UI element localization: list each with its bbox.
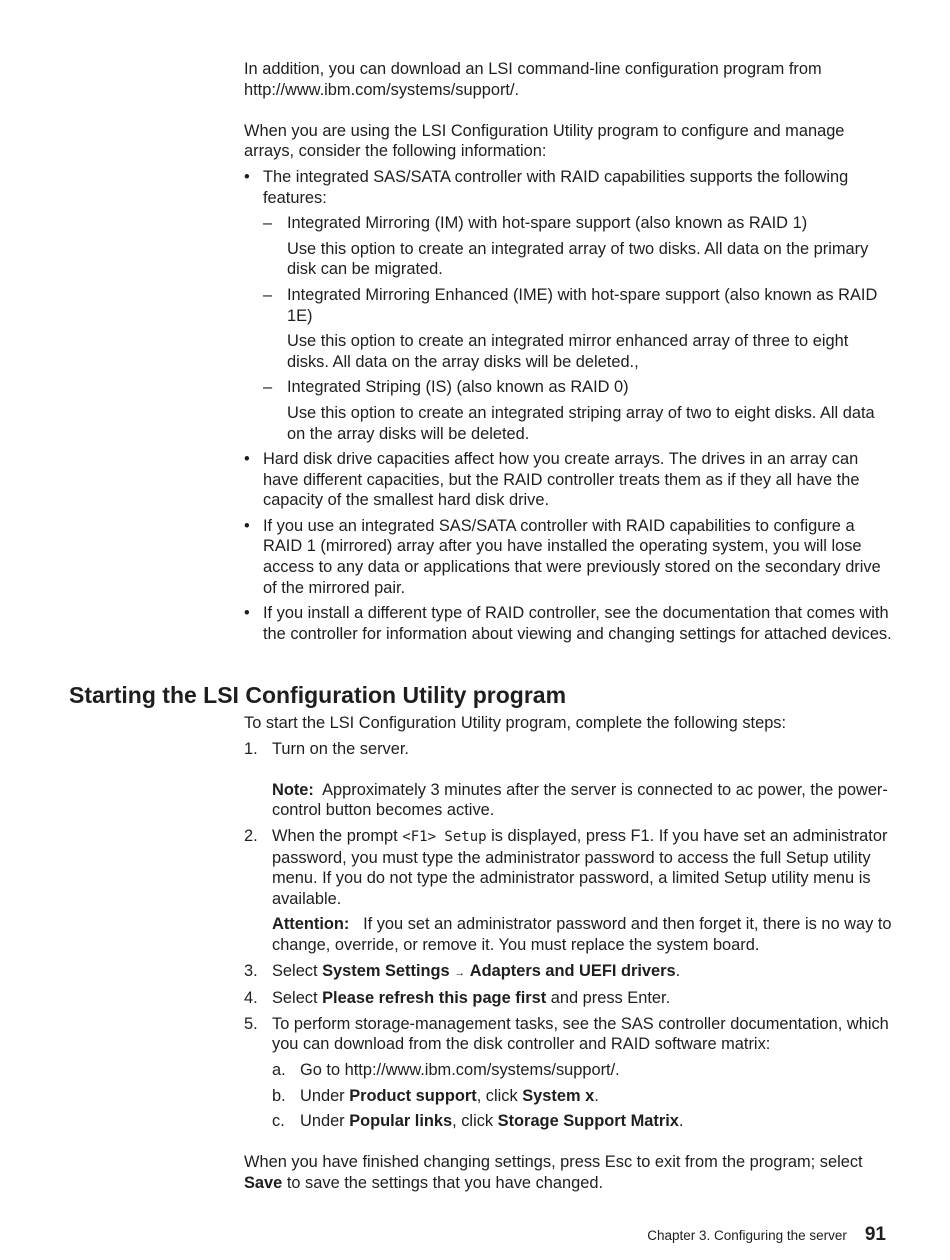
intro-paragraph-1: In addition, you can download an LSI command-line configuration program from http://www.ibm.com/systems/support/. (244, 60, 822, 99)
step-number: 1. (244, 739, 258, 758)
setup-prompt-code: <F1> Setup (402, 828, 487, 845)
bullet-text: Hard disk drive capacities affect how you create arrays. The drives in an array can have different capacities, but the RAID controller treats them as if they all have the capacity of the smallest hard disk drive. (263, 450, 860, 510)
save-label: Save (244, 1173, 283, 1192)
step-text-post: . (675, 961, 681, 980)
step-5 (244, 1014, 894, 1055)
dash-desc-im: Use this option to create an integrated array of two disks. All data on the primary disk can be migrated. (287, 239, 869, 279)
substep-text-pre: Under (300, 1112, 350, 1131)
arrow-icon: → (454, 966, 466, 979)
intro-block (244, 59, 894, 644)
step-2 (244, 826, 894, 909)
bullet-mark: • (244, 167, 250, 186)
link-product-support: Product support (349, 1086, 477, 1105)
substep-c (244, 1111, 894, 1132)
substep-text-pre: Under (300, 1086, 350, 1105)
dash-item-im (244, 213, 894, 234)
substep-text-post: . (678, 1112, 684, 1131)
dash-desc-is: Use this option to create an integrated striping array of two to eight disks. All data on the array disks will be deleted. (287, 403, 875, 443)
note-text: Approximately 3 minutes after the server is connected to ac power, the power-control button becomes active. (272, 780, 888, 820)
steps-block (244, 713, 894, 1193)
bullet-text: If you install a different type of RAID controller, see the documentation that comes with the controller for information about viewing and changing settings for attached devices. (263, 604, 892, 643)
step-text-pre: When the prompt (272, 826, 403, 845)
link-storage-support-matrix: Storage Support Matrix (497, 1112, 679, 1131)
intro-paragraph-2: When you are using the LSI Configuration Utility program to configure and manage arrays, consider the following information: (244, 121, 845, 161)
section-lead: To start the LSI Configuration Utility program, complete the following steps: (244, 714, 787, 732)
substep-text: Go to http://www.ibm.com/systems/support/. (300, 1060, 620, 1079)
substep-a (244, 1060, 894, 1081)
substep-letter: c. (272, 1112, 285, 1131)
step-4 (244, 988, 894, 1009)
closing-paragraph (244, 1152, 894, 1193)
substep-text-mid: , click (452, 1112, 498, 1131)
step-1 (244, 739, 894, 760)
dash-item-ime (244, 285, 894, 326)
step-text: To perform storage-management tasks, see the SAS controller documentation, which you can download from the disk controller and RAID software matrix: (272, 1014, 889, 1054)
bullet-item-other-controller (244, 603, 894, 644)
menu-path-adapters: Adapters and UEFI drivers (469, 961, 676, 980)
closing-text-pre: When you have finished changing settings, press Esc to exit from the program; select (244, 1153, 863, 1172)
substep-text-mid: , click (476, 1086, 523, 1105)
step-number: 4. (244, 989, 258, 1008)
dash-mark: – (263, 378, 273, 397)
page-number: 91 (864, 1224, 886, 1245)
bullet-text: The integrated SAS/SATA controller with RAID capabilities supports the following features: (263, 167, 849, 207)
substep-letter: a. (272, 1060, 286, 1079)
footer-chapter: Chapter 3. Configuring the server (647, 1228, 847, 1243)
link-popular-links: Popular links (349, 1112, 453, 1131)
section-heading: Starting the LSI Configuration Utility program (69, 682, 567, 708)
step-3 (244, 961, 894, 984)
bullet-mark: • (244, 450, 250, 469)
step-text-post: is displayed, press F1. If you have set an administrator password, you must type the administrator password to access the full Setup utility menu. If you do not type the administrator password, a limited Setup utility menu is available. (272, 826, 888, 908)
substep-text-post: . (594, 1086, 599, 1105)
dash-desc-ime: Use this option to create an integrated mirror enhanced array of three to eight disks. All data on the array disks will be deleted., (287, 332, 849, 371)
bullet-text: If you use an integrated SAS/SATA controller with RAID capabilities to configure a RAID 1 (mirrored) array after you have installed the operating system, you will lose access to any data or applications that were previously stored on the secondary drive of the mirrored pair. (263, 516, 881, 597)
note-label: Note: (272, 780, 314, 799)
dash-item-is (244, 377, 894, 398)
step-text-pre: Select (272, 989, 323, 1008)
bullet-item-capacities (244, 449, 894, 511)
step-number: 3. (244, 961, 258, 980)
link-system-x: System x (522, 1086, 595, 1105)
bullet-item-features (244, 167, 894, 208)
step-text: Turn on the server. (272, 739, 409, 758)
attention-text: If you set an administrator password and then forget it, there is no way to change, override, or remove it. You must replace the system board. (272, 915, 892, 954)
substep-letter: b. (272, 1086, 286, 1105)
dash-text: Integrated Mirroring (IM) with hot-spare support (also known as RAID 1) (287, 214, 808, 233)
dash-text: Integrated Striping (IS) (also known as RAID 0) (287, 378, 629, 397)
bullet-mark: • (244, 516, 250, 535)
bullet-mark: • (244, 604, 250, 623)
attention-label: Attention: (272, 915, 350, 934)
substep-b (244, 1086, 894, 1107)
dash-text: Integrated Mirroring Enhanced (IME) with hot-spare support (also known as RAID 1E) (287, 285, 878, 325)
step-number: 2. (244, 826, 258, 845)
step-2-attention (244, 914, 894, 955)
menu-path-system-settings: System Settings (322, 961, 450, 980)
menu-item-refresh: Please refresh this page first (322, 989, 547, 1008)
page-footer (647, 1224, 886, 1246)
dash-mark: – (263, 214, 273, 233)
step-text-pre: Select (272, 961, 323, 980)
step-1-note (244, 780, 894, 821)
step-text-post: and press Enter. (546, 989, 671, 1008)
dash-mark: – (263, 285, 273, 304)
step-number: 5. (244, 1014, 258, 1033)
bullet-item-raid1 (244, 516, 894, 598)
closing-text-post: to save the settings that you have changed. (282, 1173, 604, 1192)
